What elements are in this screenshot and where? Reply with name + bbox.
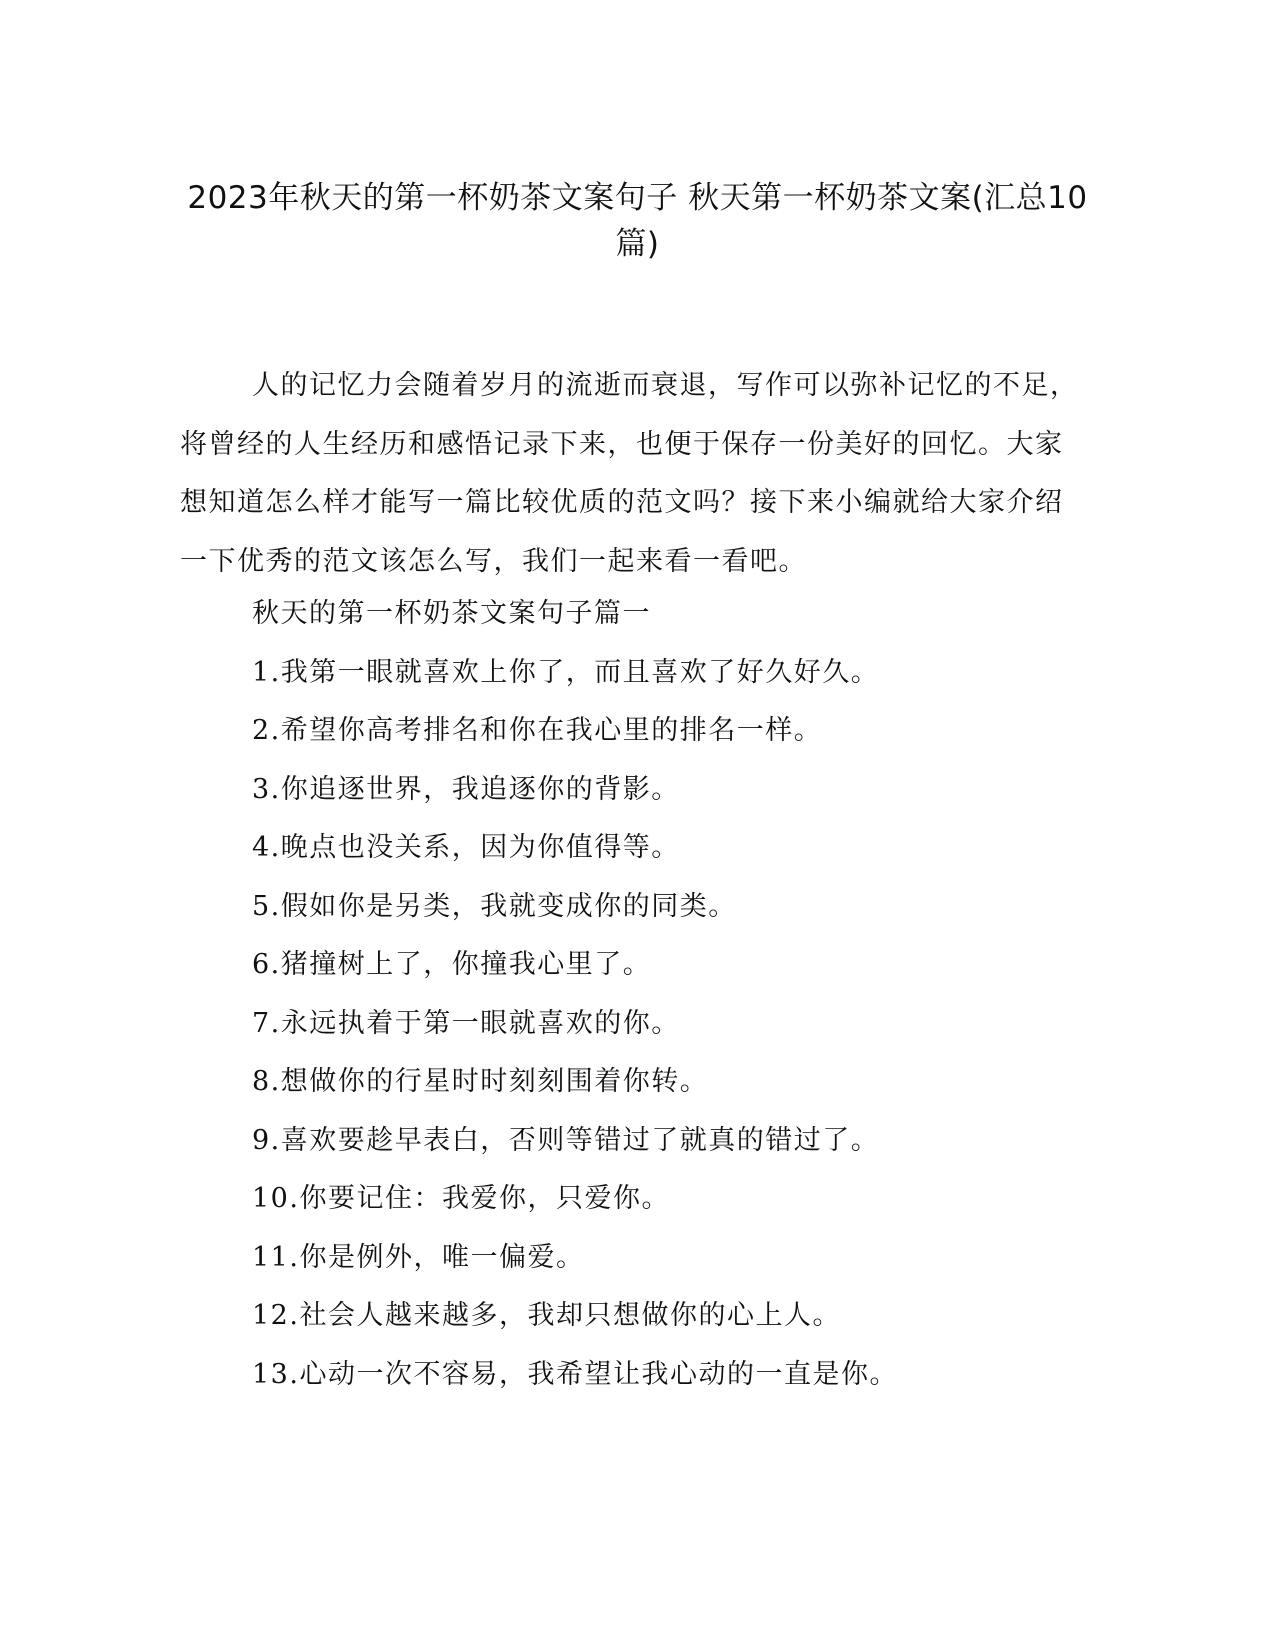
list-item: 12.社会人越来越多，我却只想做你的心上人。 — [252, 1300, 841, 1331]
list-item: 8.想做你的行星时时刻刻围着你转。 — [252, 1066, 709, 1097]
section-heading: 秋天的第一杯奶茶文案句子篇一 — [252, 598, 651, 629]
list-item: 7.永远执着于第一眼就喜欢的你。 — [252, 1007, 680, 1039]
intro-paragraph: 人的记忆力会随着岁月的流逝而衰退，写作可以弥补记忆的不足，将曾经的人生经历和感悟记录下来，也便于保存一份美好的回忆。大家想知道怎么样才能写一篇比较优质的范文吗？接下来小编就给大家介绍一下优秀的范文该怎么写，我们一起来看一看吧。 — [180, 370, 1079, 577]
list-item: 2.希望你高考排名和你在我心里的排名一样。 — [252, 715, 823, 746]
list-item: 13.心动一次不容易，我希望让我心动的一直是你。 — [252, 1358, 898, 1390]
list-item: 9.喜欢要趁早表白，否则等错过了就真的错过了。 — [252, 1124, 880, 1156]
document-title: 2023年秋天的第一杯奶茶文案句子 秋天第一杯奶茶文案(汇总10篇) — [187, 180, 1088, 262]
list-item: 6.猪撞树上了，你撞我心里了。 — [252, 949, 652, 980]
list-item: 3.你追逐世界，我追逐你的背影。 — [252, 773, 680, 805]
list-item: 10.你要记住：我爱你，只爱你。 — [252, 1183, 670, 1214]
content-list — [180, 585, 1080, 1404]
list-item: 5.假如你是另类，我就变成你的同类。 — [252, 890, 737, 922]
list-item: 4.晚点也没关系，因为你值得等。 — [252, 832, 680, 863]
list-item: 11.你是例外，唯一偏爱。 — [252, 1241, 585, 1273]
list-item: 1.我第一眼就喜欢上你了，而且喜欢了好久好久。 — [252, 656, 880, 688]
